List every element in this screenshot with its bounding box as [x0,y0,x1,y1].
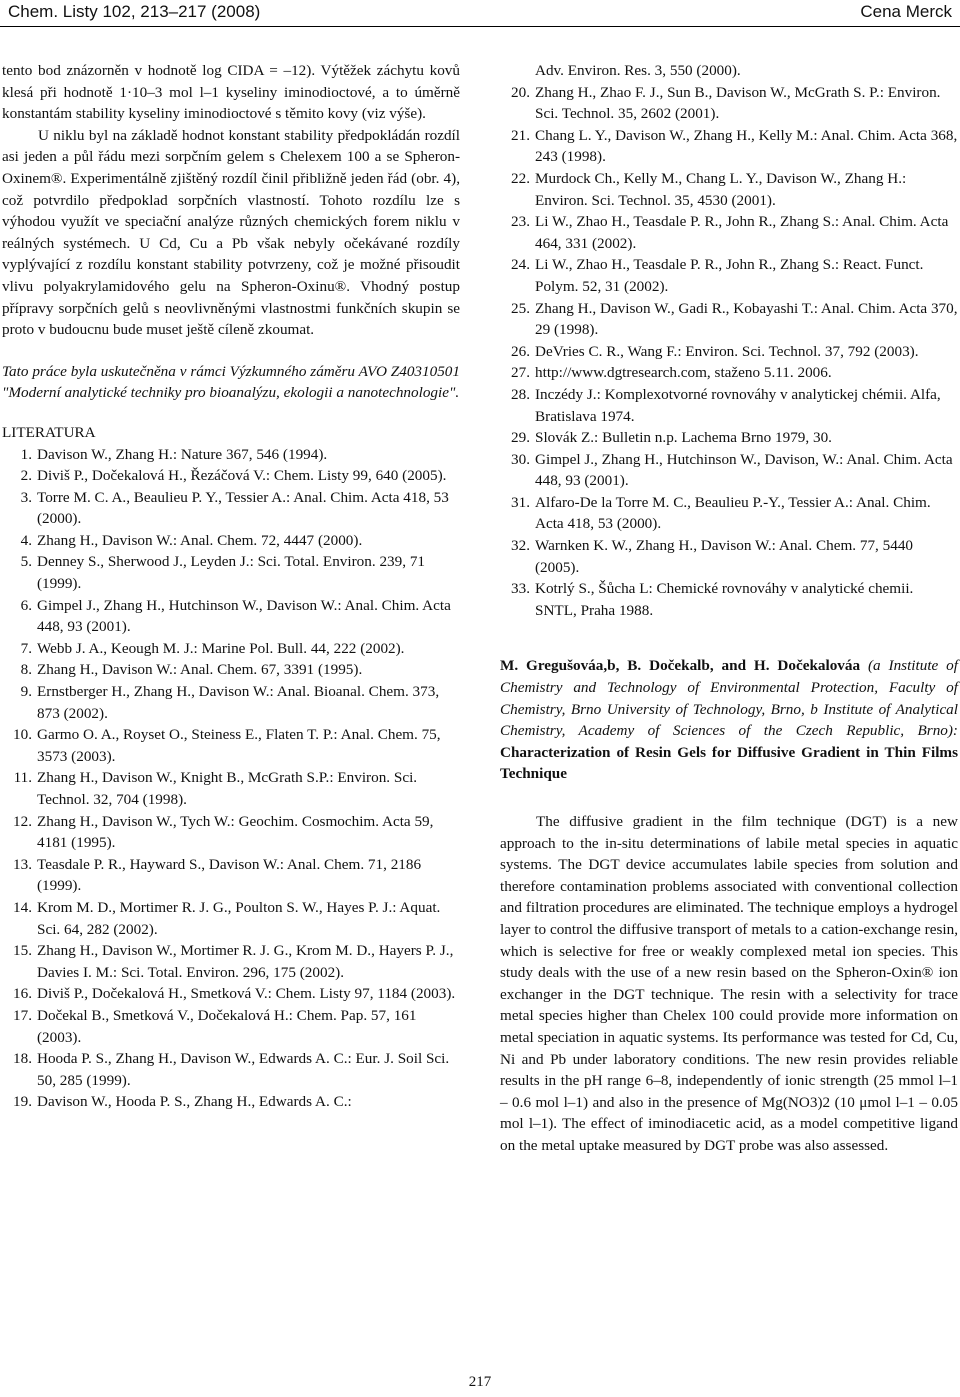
reference-item: 5. Denney S., Sherwood J., Leyden J.: Sci. Total. Environ. 239, 71 (1999). [20,553,426,593]
reference-item: 22. Murdock Ch., Kelly M., Chang L. Y., Davison W., Zhang H.: Environ. Sci. Technol. 35, 4530 (2001). [511,169,907,209]
reference-item: 29. Slovák Z.: Bulletin n.p. Lachema Brno 1979, 30. [511,429,832,447]
reference-item: 16. Diviš P., Dočekalová H., Smetková V.: Chem. Listy 97, 1184 (2003). [13,985,456,1003]
section-title: Cena Merck [860,2,952,21]
reference-item: 4. Zhang H., Davison W.: Anal. Chem. 72, 4447 (2000). [20,531,363,549]
right-column [500,60,958,1157]
reference-item: 30. Gimpel J., Zhang H., Hutchinson W., Davison, W.: Anal. Chim. Acta 448, 93 (2001). [511,450,953,490]
left-column [2,60,460,1113]
reference-item: 20. Zhang H., Zhao F. J., Sun B., Davison W., McGrath S. P.: Environ. Sci. Technol. 35, 2602 (2001). [511,83,941,123]
reference-item: 25. Zhang H., Davison W., Gadi R., Kobayashi T.: Anal. Chim. Acta 370, 29 (1998). [511,299,958,339]
reference-list-left [2,444,460,1113]
reference-item: 13. Teasdale P. R., Hayward S., Davison W.: Anal. Chem. 71, 2186 (1999). [13,855,422,895]
reference-item: 1. Davison W., Zhang H.: Nature 367, 546 (1994). [20,445,328,463]
reference-item: 18. Hooda P. S., Zhang H., Davison W., Edwards A. C.: Eur. J. Soil Sci. 50, 285 (1999). [13,1050,450,1089]
acknowledgement: Tato práce byla uskutečněna v rámci Výzkumného záměru AVO Z40310501 "Moderní analytické techniky pro bioanalýzu, ekologii a nanotechnologie". [2,362,460,402]
reference-item: 32. Warnken K. W., Zhang H., Davison W.: Anal. Chem. 77, 5440 (2005). [511,537,914,576]
reference-item: 26. DeVries C. R., Wang F.: Environ. Sci. Technol. 37, 792 (2003). [511,342,919,360]
reference-item: 33. Kotrlý S., Šůcha L: Chemické rovnováhy v analytické chemii. SNTL, Praha 1988. [511,580,914,619]
page-header [0,0,960,30]
abstract-affiliation: (a Institute of Chemistry and Technology of Environmental Protection, Faculty of Chemistry, Brno University of Technology, Brno, b Institute of Analytical Chemistry, Academy of Sciences of the Czech Republic, Brno): [500,657,958,740]
reference-item: 14. Krom M. D., Mortimer R. J. G., Poulton S. W., Hayes P. J.: Aquat. Sci. 64, 282 (2002). [13,898,441,938]
reference-item: 6. Gimpel J., Zhang H., Hutchinson W., Davison W.: Anal. Chim. Acta 448, 93 (2001). [20,596,451,636]
reference-item: 19. Davison W., Hooda P. S., Zhang H., Edwards A. C.: [13,1093,352,1111]
reference-item: 23. Li W., Zhao H., Teasdale P. R., John R., Zhang S.: Anal. Chim. Acta 464, 331 (2002). [511,213,949,252]
reference-item: 24. Li W., Zhao H., Teasdale P. R., John R., Zhang S.: React. Funct. Polym. 52, 31 (2002). [511,256,924,295]
reference-list-right [500,60,958,621]
reference-item: 11. Zhang H., Davison W., Knight B., McGrath S.P.: Environ. Sci. Technol. 32, 704 (1998). [13,769,418,808]
abstract-title: Characterization of Resin Gels for Diffusive Gradient in Thin Films Technique [500,743,958,783]
reference-item: 15. Zhang H., Davison W., Mortimer R. J. G., Krom M. D., Hayers P. J., Davies I. M.: Sci. Total. Environ. 296, 175 (2002). [13,942,454,981]
abstract-body: The diffusive gradient in the film technique (DGT) is a new approach to the in-situ determinations of labile metal species in aquatic systems. The DGT device accumulates labile species from solution and therefore contamination problems associated with conventional collection and filtration procedures are eliminated. The technique employs a hydrogel layer to control the diffusive transport of metals to a cation-exchange resin, which is selective for free or weakly complexed metal ion species. This study deals with the use of a new resin based on the Spheron-Oxin® ion exchanger in the DGT technique. The resin with a selectivity for trace metal species higher than Chelex 100 could provide more information on metal speciation in aquatic systems. Its performance was tested for Cd, Cu, Ni and Pb under laboratory conditions. The new resin provides reliable results in the pH range 6–8, independently of ionic strength (25 mmol l–1 – 0.6 mol l–1) and also in the presence of Mg(NO3)2 (10 μmol l–1 – 0.05 mol l–1). The effect of iminodiacetic acid, as a model competitive ligand on the metal uptake measured by DGT probe was also assessed. [500,813,958,1154]
body-paragraph-1: tento bod znázorněn v hodnotě log CIDA = –12). Výtěžek záchytu kovů klesá při hodnotě 1·10–3 mol l–1 kyseliny iminodioctové, a to úměrně konstantám stability kyseliny iminodioctové s těmito kovy (viz výše). [2,62,460,123]
header-rule [0,26,960,27]
abstract-header [500,655,958,785]
reference-item: 3. Torre M. C. A., Beaulieu P. Y., Tessier A.: Anal. Chim. Acta 418, 53 (2000). [20,488,449,528]
reference-item: 10. Garmo O. A., Royset O., Steiness E., Flaten T. P.: Anal. Chem. 75, 3573 (2003). [13,726,441,765]
reference-item: 9. Ernstberger H., Zhang H., Davison W.: Anal. Bioanal. Chem. 373, 873 (2002). [20,683,440,722]
journal-citation: Chem. Listy 102, 213–217 (2008) [8,2,261,21]
reference-item: 7. Webb J. A., Keough M. J.: Marine Pol. Bull. 44, 222 (2002). [20,639,405,657]
literature-heading: LITERATURA [2,423,96,441]
abstract-authors: M. Gregušováa,b, B. Dočekalb, and H. Dočekalováa [500,657,861,675]
reference-item: 31. Alfaro-De la Torre M. C., Beaulieu P.-Y., Tessier A.: Anal. Chim. Acta 418, 53 (2000). [511,493,931,533]
body-paragraph-2: U niklu byl na základě hodnot konstant stability předpokládán rozdíl asi jeden a půl řádu mezi sorpčním gelem s Chelexem 100 a se Spheron-Oxinem®. Experimentálně zjištěný rozdíl činil přibližně jeden řád (obr. 4), což potvrdilo předpoklad sorpčních vlastností. Tohoto rozdílu lze s výhodou využít ve speciační analýze různých chemických forem niklu v reálných systémech. U Cd, Cu a Pb však nebyly očekávané rozdíly vyplývající z rozdílu konstant stability potvrzeny, což je možné přisoudit vlivu polyakrylamidového gelu na Spheron-Oxinu®. Vhodný postup přípravy sorpčních gelů s neovlivněnými vlastnostmi funkčních skupin se proto v budoucnu bude muset ještě cíleně zkoumat. [2,126,460,339]
reference-item: 21. Chang L. Y., Davison W., Zhang H., Kelly M.: Anal. Chim. Acta 368, 243 (1998). [511,126,958,166]
reference-item: 8. Zhang H., Davison W.: Anal. Chem. 67, 3391 (1995). [20,661,363,679]
reference-item: 28. Inczédy J.: Komplexotvorné rovnováhy v analytickej chémii. Alfa, Bratislava 1974. [511,385,941,425]
reference-item: 17. Dočekal B., Smetková V., Dočekalová H.: Chem. Pap. 57, 161 (2003). [13,1006,417,1046]
reference-item-continuation: Adv. Environ. Res. 3, 550 (2000). [535,62,741,79]
reference-item: 27. http://www.dgtresearch.com, staženo 5.11. 2006. [511,364,832,382]
reference-item: 2. Diviš P., Dočekalová H., Řezáčová V.: Chem. Listy 99, 640 (2005). [20,467,447,485]
page-number: 217 [468,1374,492,1390]
reference-item: 12. Zhang H., Davison W., Tych W.: Geochim. Cosmochim. Acta 59, 4181 (1995). [13,812,434,852]
